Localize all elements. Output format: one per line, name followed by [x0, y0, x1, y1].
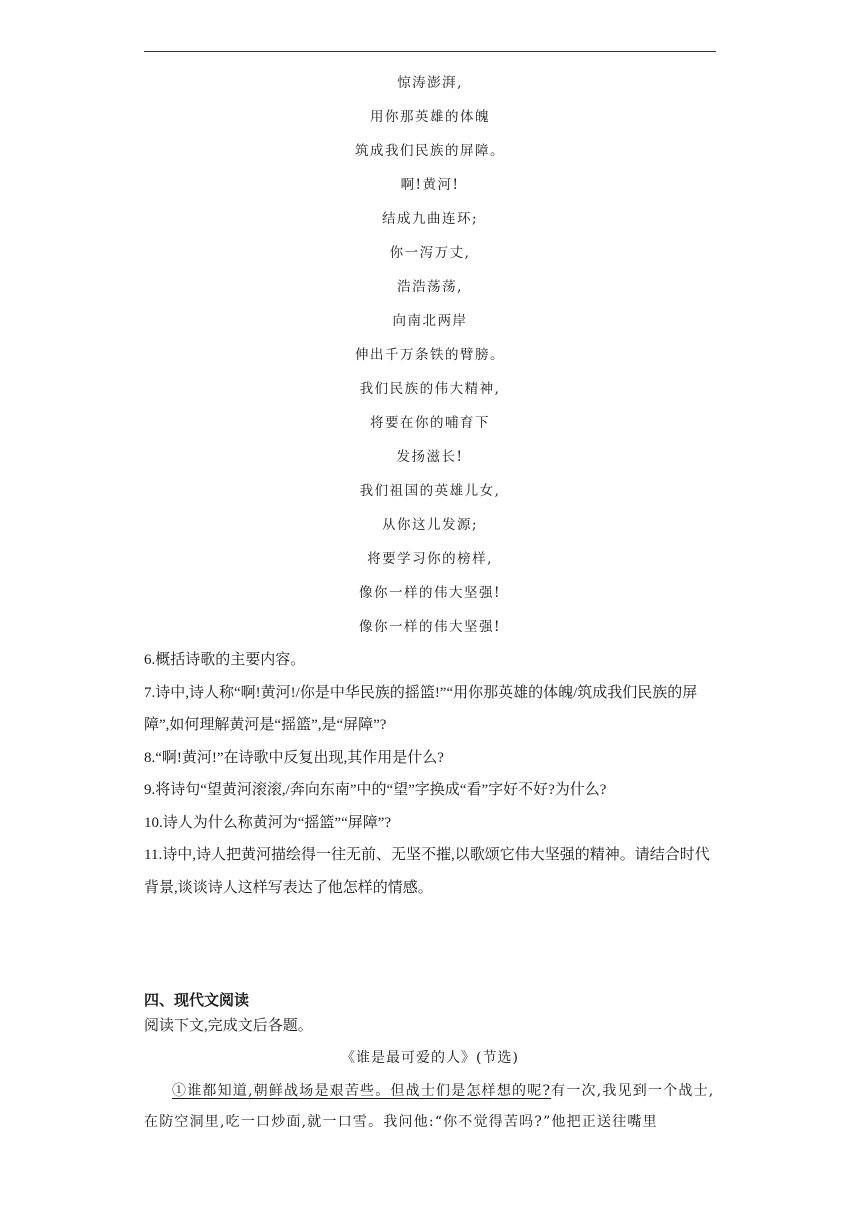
question-list — [144, 644, 716, 904]
poem-line: 伸出千万条铁的臂膀。 — [355, 347, 505, 363]
poem-line: 向南北两岸 — [392, 313, 468, 329]
question-11: 11.诗中,诗人把黄河描绘得一往无前、无坚不摧,以歌颂它伟大坚强的精神。请结合时代背景,谈谈诗人这样写表达了他怎样的情感。 — [144, 847, 710, 896]
poem — [144, 66, 716, 644]
poem-line: 我们民族的伟大精神, — [359, 381, 501, 397]
poem-line: 发扬滋长! — [396, 449, 464, 465]
poem-line: 将要学习你的榜样, — [367, 551, 493, 567]
poem-line: 啊!黄河! — [400, 177, 460, 193]
poem-line: 将要在你的哺育下 — [370, 415, 490, 431]
poem-line: 像你一样的伟大坚强! — [359, 619, 501, 635]
poem-line: 像你一样的伟大坚强! — [359, 585, 501, 601]
article-title: 《谁是最可爱的人》(节选) — [341, 1050, 519, 1066]
paragraph-text: 有一次,我见到一个战士,在防空洞里,吃一口炒面,就一口雪。我问他:“你不觉得苦吗?”他把正送往嘴里 — [144, 1083, 715, 1130]
section-intro: 阅读下文,完成文后各题。 — [144, 1018, 313, 1034]
poem-line: 结成九曲连环; — [381, 211, 479, 227]
article-paragraph — [144, 1076, 716, 1138]
poem-line: 你一泻万丈, — [389, 245, 471, 261]
question-6: 6.概括诗歌的主要内容。 — [144, 652, 306, 668]
modern-reading-section — [144, 988, 716, 1138]
section-heading: 四、现代文阅读 — [144, 991, 250, 1009]
poem-line: 我们祖国的英雄儿女, — [359, 483, 501, 499]
header-rule — [144, 51, 716, 52]
question-7: 7.诗中,诗人称“啊!黄河!/你是中华民族的摇篮!”“用你那英雄的体魄/筑成我们民族的屏障”,如何理解黄河是“摇篮”,是“屏障”? — [144, 684, 698, 733]
poem-line: 用你那英雄的体魄 — [370, 109, 490, 125]
underlined-sentence: ①谁都知道,朝鲜战场是艰苦些。但战士们是怎样想的呢? — [172, 1083, 552, 1099]
poem-line: 浩浩荡荡, — [397, 279, 463, 295]
question-9: 9.将诗句“望黄河滚滚,/奔向东南”中的“望”字换成“看”字好不好?为什么? — [144, 782, 607, 798]
poem-line: 筑成我们民族的屏障。 — [355, 143, 505, 159]
poem-line: 惊涛澎湃, — [397, 75, 463, 91]
poem-line: 从你这儿发源; — [381, 517, 479, 533]
question-8: 8.“啊!黄河!”在诗歌中反复出现,其作用是什么? — [144, 749, 444, 766]
question-10: 10.诗人为什么称黄河为“摇篮”“屏障”? — [144, 814, 392, 831]
